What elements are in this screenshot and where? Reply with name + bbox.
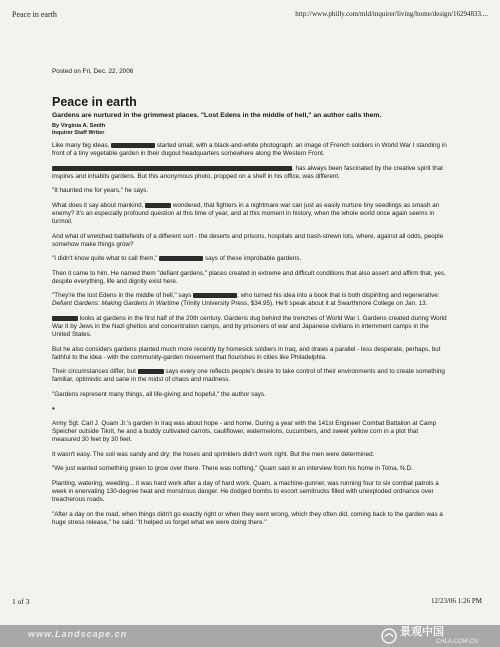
watermark-domain: CHLA.COM.CN	[436, 639, 479, 645]
print-timestamp: 12/23/06 1:26 PM	[431, 597, 482, 605]
redaction-mark	[52, 316, 78, 321]
paragraph-3: "It haunted me for years," he says.	[52, 187, 149, 195]
article-body	[52, 95, 447, 533]
byline-role: Inquirer Staff Writer	[52, 129, 105, 136]
watermark-logo-icon	[380, 627, 398, 645]
redaction-mark	[159, 256, 203, 261]
paragraph-9: looks at gardens in the first half of the 20th century. Gardens dug behind the trenches of World War I. Gardens created during World War II by Jews in the Nazi ghettos and concentration camps, and by prisoners of war and Japanese civilians in internment camps in the United States.	[52, 314, 447, 339]
paragraph-15: "We just wanted something green to grow over there. There was nothing," Quam said in an interview from his home in Tolna, N.D.	[52, 465, 413, 473]
paragraph-2: , has always been fascinated by the creative spirit that inspires and inhabits gardens. But this anonymous photo, propped on a shelf in his office, was different.	[52, 164, 443, 180]
paragraph-8: "They're the lost Edens in the middle of hell," says , who turned his idea into a book that is both dispiriting and regenerative: Defiant Gardens: Making Gardens in Wartime (Trinity University Press, $34.95). He'll speak about it at Swarthmore College on Jan. 13.	[52, 292, 440, 308]
paragraph-10: But he also considers gardens planted much more recently by homesick soldiers in Iraq, and draws a parallel - less desperate, perhaps, but faithful to the idea - with the community-garden movement that flourishes in cities like Philadelphia.	[52, 345, 441, 361]
paragraph-12: "Gardens represent many things, all life-giving and hopeful," the author says.	[52, 390, 266, 398]
article-subtitle: Gardens are nurtured in the grimmest places. "Lost Edens in the middle of hell," an author calls them.	[52, 112, 382, 119]
paragraph-6: "I didn't know quite what to call them," says of these improbable gardens.	[52, 255, 302, 263]
paragraph-4: What does it say about mankind, wondered, that fighters in a nightmare war can just as easily nurture tiny seedlings as smash an enemy? It's an especially profound question at this time of year, and at this moment in history, when the whole world once again seems in turmoil.	[52, 201, 440, 226]
article-title: Peace in earth	[52, 95, 137, 109]
paragraph-17: "After a day on the road, when things didn't go exactly right or when they went wrong, which they often did, coming back to the garden was a huge stress release," he said. "It helped us forget what we were doing there."	[52, 510, 443, 526]
byline	[52, 123, 447, 136]
page-number: 1 of 3	[12, 597, 30, 606]
paragraph-14: It wasn't easy. The soil was sandy and dry; the hoses and sprinklers didn't work right. But the men were determined.	[52, 450, 375, 458]
redaction-mark	[145, 203, 171, 208]
paragraph-5: And what of wretched battlefields of a different sort - the deserts and prisons, hospitals and trash-strewn lots, where, against all odds, people somehow make things grow?	[52, 232, 444, 248]
byline-author: By Virginia A. Smith	[52, 122, 106, 129]
paragraph-13: Army Sgt. Carl J. Quam Jr.'s garden in Iraq was about hope - and home. During a year with the 141st Engineer Combat Battalion at Camp Speicher outside Tikrit, he and a buddy cultivated carrots, cauliflower, watermelons, cucumbers, and sweet yellow corn in a plot that measured 30 feet by 30 feet.	[52, 420, 437, 444]
redaction-mark	[138, 369, 164, 374]
paragraph-7: Then it came to him. He named them "defiant gardens," places created in extreme and difficult conditions that also assert and affirm that, yes, despite everything, life and dignity exist here.	[52, 269, 446, 285]
paragraph-1: Like many big ideas, started small, with a black-and-white photograph: an image of French soldiers in World War I standing in front of a tiny vegetable garden in their dugout headquarters somewhere along the Western Front.	[52, 142, 447, 158]
print-header-url: http://www.philly.com/mld/inquirer/living/home/design/16294833....	[295, 10, 488, 18]
paragraph-16: Planting, watering, weeding... it was hard work after a day of hard work. Quam, a machine-gunner, was running four to six combat patrols a week in enervating 130-degree heat and monstrous danger. He dodged bombs to escort semitrucks filled with unexploded ordnance over treacherous roads.	[52, 480, 439, 504]
watermark-brand: 景观中国	[400, 626, 444, 638]
print-header-title: Peace in earth	[12, 10, 57, 19]
section-bullet: •	[52, 404, 55, 414]
watermark-url: www.Landscape.cn	[28, 629, 128, 639]
posted-date: Posted on Fri, Dec. 22, 2006	[52, 68, 134, 75]
redaction-mark	[52, 166, 292, 171]
paragraph-11: Their circumstances differ, but says every one reflects people's desire to take control of their environments and to create something familiar, optimistic and sane in the midst of chaos and madness.	[52, 368, 445, 384]
redaction-mark	[111, 143, 155, 148]
redaction-mark	[193, 293, 237, 298]
